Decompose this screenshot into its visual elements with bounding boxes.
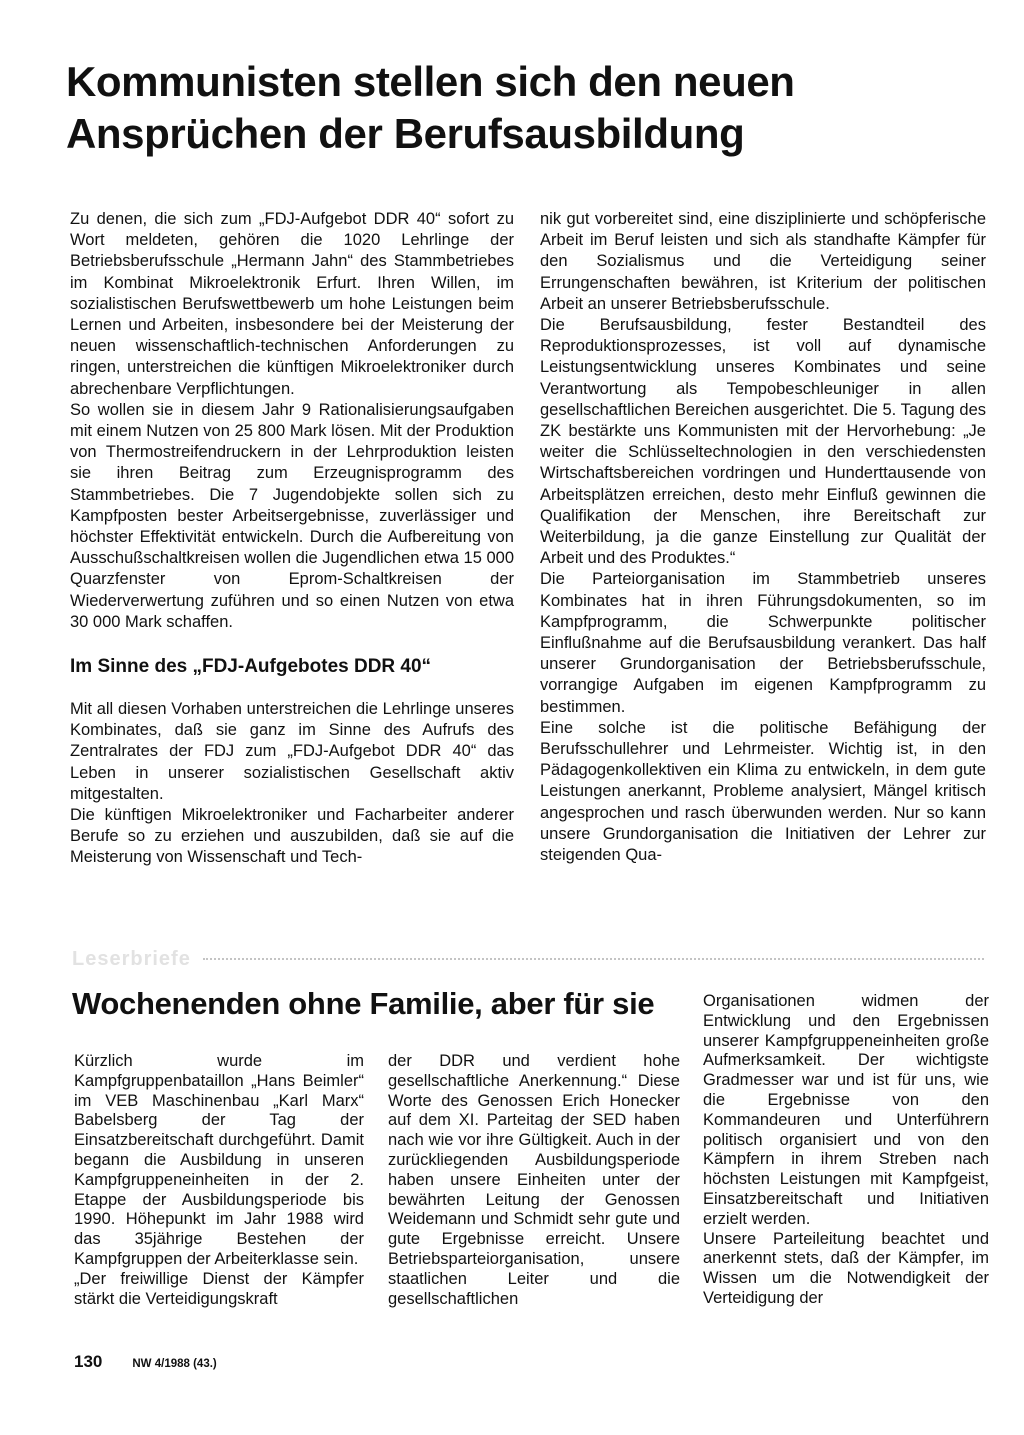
paragraph: Eine solche ist die politische Befähigung der Berufsschullehrer und Lehrmeister. Wichtig ist, in den Pädagogenkollektiven ein Klima zu entwickeln, in dem gute Leistungen anerkannt, Probleme analysiert, Mängel kritisch angesprochen und rasch überwunden werden. Nur so kann unsere Grundorganisation die Initiativen der Lehrer zur steigenden Qua- bbox=[540, 718, 986, 865]
paragraph: nik gut vorbereitet sind, eine disziplinierte und schöpferische Arbeit im Beruf leisten und sich als standhafte Kämpfer für den Sozialismus und die Verteidigung seiner Errungenschaften bewähren, ist Kriterium der politischen Arbeit an unserer Betriebsberufsschule. bbox=[540, 210, 986, 313]
page-footer bbox=[74, 1352, 217, 1372]
paragraph: Mit all diesen Vorhaben unterstreichen die Lehrlinge unseres Kombinates, daß sie ganz im Sinne des Aufrufs des Zentralrates der FDJ zum „FDJ-Aufgebot DDR 40“ das Leben in unserer sozialistischen Gesellschaft aktiv mitgestalten. bbox=[70, 700, 514, 803]
article-column-left bbox=[70, 209, 514, 869]
section-divider bbox=[72, 942, 984, 976]
paragraph: So wollen sie in diesem Jahr 9 Rationalisierungsaufgaben mit einem Nutzen von 25 800 Mark lösen. Mit der Produktion von Thermostreifendruckern in der Lehrproduktion leisten sie ihren Beitrag zum Erzeugnisprogramm des Stammbetriebes. Die 7 Jugendobjekte sollen sich zu Kampfposten bester Arbeitsergebnisse, zuverlässiger und höchster Effektivität entwickeln. Durch die Aufbereitung von Ausschußschaltkreisen wollen die Jugendlichen etwa 15 000 Quarzfenster von Eprom-Schaltkreisen der Wiederverwertung zuführen und so einen Nutzen von etwa 30 000 Mark schaffen. bbox=[70, 400, 514, 631]
paragraph: Organisationen widmen der Entwicklung und den Ergebnissen unserer Kampfgruppeneinheiten große Aufmerksamkeit. Der wichtigste Gradmesser war und ist für uns, wie die Ergebnisse von den Kommandeuren und Unterführern politisch organisiert und von den Kämpfern in ihrem Streben nach höchsten Leistungen mit Kampfgeist, Einsatzbereitschaft und Initiativen erzielt werden. bbox=[703, 992, 989, 1228]
issue-reference: NW 4/1988 (43.) bbox=[132, 1358, 217, 1370]
paragraph: Zu denen, die sich zum „FDJ-Aufgebot DDR 40“ sofort zu Wort meldeten, gehören die 1020 Lehrlinge der Betriebsberufsschule „Hermann Jahn“ des Stammbetriebes im Kombinat Mikroelektronik Erfurt. Ihren Willen, im sozialistischen Berufswettbewerb um hohe Leistungen beim Lernen und Arbeiten, insbesondere bei der Meisterung der neuen wissenschaftlich-technischen Anforderungen zu ringen, unterstreichen die künftigen Mikroelektroniker durch abrechenbare Verpflichtungen. bbox=[70, 210, 514, 398]
dotted-rule bbox=[203, 958, 984, 960]
article-headline: Kommunisten stellen sich den neuen Ansprüchen der Berufsausbildung bbox=[66, 58, 795, 157]
page-number: 130 bbox=[74, 1352, 103, 1371]
section-label: Leserbriefe bbox=[72, 947, 191, 970]
article-column-right bbox=[540, 209, 986, 866]
letter-column-2 bbox=[388, 1052, 680, 1309]
paragraph: Die künftigen Mikroelektroniker und Facharbeiter anderer Berufe so zu erziehen und auszubilden, daß sie auf die Meisterung von Wissenschaft und Tech- bbox=[70, 806, 514, 867]
paragraph: der DDR und verdient hohe gesellschaftliche Anerkennung.“ Diese Worte des Genossen Erich Honecker auf dem XI. Parteitag der SED haben nach wie vor ihre Gültigkeit. Auch in der zurückliegenden Ausbildungsperiode haben unsere Einheiten unter der bewährten Leitung der Genossen Weidemann und Schmidt sehr gute und gute Ergebnisse erreicht. Unsere Betriebsparteiorganisation, unsere staatlichen Leiter und die gesellschaftlichen bbox=[388, 1052, 680, 1308]
letter-headline: Wochenenden ohne Familie, aber für sie bbox=[72, 986, 655, 1021]
paragraph: Die Parteiorganisation im Stammbetrieb unseres Kombinates hat in ihren Führungsdokumenten, so im Kampfprogramm, die Schwerpunkte politischer Einflußnahme auf die Berufsausbildung verankert. Das half unserer Grundorganisation der Betriebsberufsschule, vorrangige Aufgaben im eigenen Kampfprogramm zu bestimmen. bbox=[540, 570, 986, 716]
paragraph: Kürzlich wurde im Kampfgruppenbataillon „Hans Beimler“ im VEB Maschinenbau „Karl Marx“ Babelsberg der Tag der Einsatzbereitschaft durchgeführt. Damit begann die Ausbildung in unseren Kampfgruppeneinheiten in der 2. Etappe der Ausbildungsperiode bis 1990. Höhepunkt im Jahr 1988 wird das 35jährige Bestehen der Kampfgruppen der Arbeiterklasse sein. bbox=[74, 1052, 364, 1268]
letter-column-3 bbox=[703, 992, 989, 1309]
subheading: Im Sinne des „FDJ-Aufgebotes DDR 40“ bbox=[70, 656, 432, 678]
paragraph: „Der freiwillige Dienst der Kämpfer stärkt die Verteidigungskraft bbox=[74, 1269, 364, 1308]
paragraph: Die Berufsausbildung, fester Bestandteil des Reproduktionsprozesses, ist voll auf dynamische Leistungsentwicklung unseres Kombinates und seine Verantwortung als Tempobeschleuniger in allen gesellschaftlichen Bereichen ausgerichtet. Die 5. Tagung des ZK bestärkte uns Kommunisten mit der Hervorhebung: „Je weiter die Schlüsseltechnologien in den verschiedensten Wirtschaftsbereichen vordringen und Hunderttausende von Arbeitsplätzen erreichen, desto mehr Einfluß gewinnen die Qualifikation der Menschen, ihre Bereitschaft zur Weiterbildung, ja die ganze Einstellung zur Qualität der Arbeit und des Produktes.“ bbox=[540, 316, 986, 568]
paragraph: Unsere Parteileitung beachtet und anerkennt stets, daß der Kämpfer, im Wissen um die Notwendigkeit der Verteidigung der bbox=[703, 1229, 989, 1307]
letter-column-1 bbox=[74, 1052, 364, 1309]
